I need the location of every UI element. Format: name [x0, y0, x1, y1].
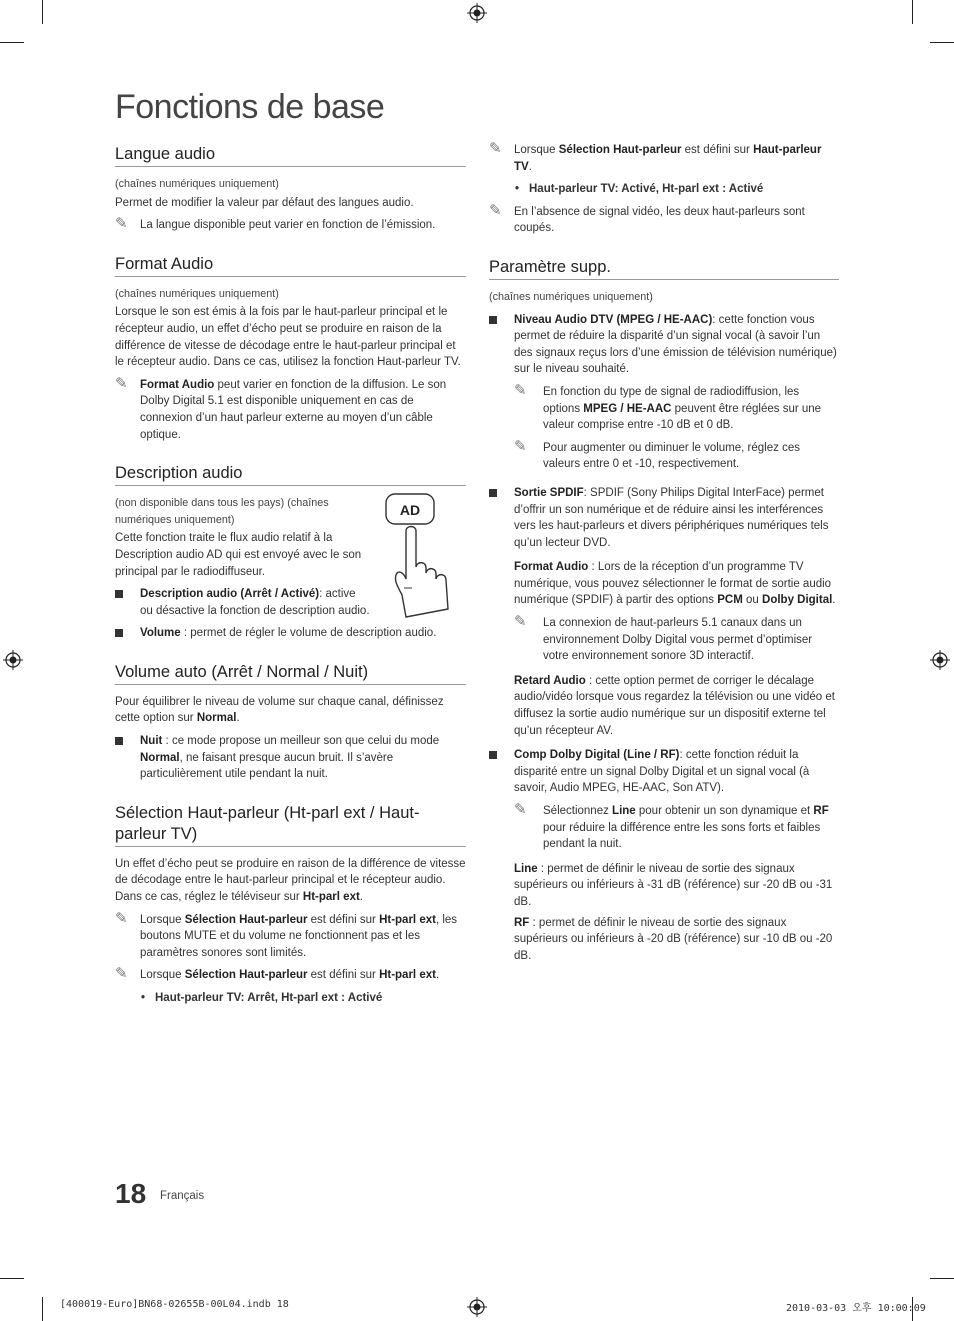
- sub-paragraph: Retard Audio : cette option permet de corriger le décalage audio/vidéo lorsque vous regardez la télévision ou une vidéo et diffusez la sortie audio numérique sur un dispositif externe tel qu’un récepteur AV.: [514, 674, 835, 737]
- ad-button-label: AD: [399, 502, 421, 519]
- note: [115, 374, 466, 443]
- scope-text: (chaînes numériques uniquement): [115, 287, 279, 300]
- scope-text: (chaînes numériques uniquement): [115, 178, 279, 190]
- left-column: [115, 144, 466, 1027]
- bullet-bold: Volume: [140, 627, 181, 640]
- section-langue-audio: [115, 144, 466, 234]
- crop-mark: [912, 0, 913, 24]
- note-text: peut varier en fonction de la diffusion. Le son Dolby Digital 5.1 est disponible uniquement en cas de connexion d’un haut parleur externe au moyen d’un câble optique.: [140, 378, 447, 441]
- scope-text: (chaînes numériques uniquement): [489, 290, 653, 303]
- square-bullet-icon: [489, 316, 497, 324]
- section-format-audio: [115, 254, 466, 443]
- pencil-note-icon: ✎: [489, 140, 502, 157]
- section-description-audio: [115, 463, 466, 642]
- print-slug-file: [400019-Euro]BN68-02655B-00L04.indb 18: [60, 1299, 289, 1310]
- bullet-item: [115, 625, 466, 642]
- section-heading: Format Audio: [115, 254, 466, 277]
- section-volume-auto: [115, 662, 466, 783]
- pencil-note-icon: ✎: [489, 201, 502, 219]
- bullet-bold: Description audio (Arrêt / Activé): [140, 588, 320, 601]
- square-bullet-icon: [115, 737, 123, 745]
- scope-text: (non disponible dans tous les pays) (chaînes numériques uniquement): [115, 497, 329, 526]
- registration-mark-icon: [467, 3, 487, 23]
- square-bullet-icon: [115, 629, 123, 637]
- note: [115, 217, 466, 234]
- body-text: Un effet d’écho peut se produire en raison de la différence de vitesse de décodage entre le haut-parleur principal et le récepteur audio. Dans ce cas, réglez le téléviseur sur Ht-parl ext.: [115, 857, 466, 904]
- body-text: Pour équilibrer le niveau de volume sur chaque canal, définissez cette option sur Normal.: [115, 695, 444, 725]
- square-bullet-icon: [489, 489, 497, 497]
- remote-ad-button-hand-illustration: [384, 491, 466, 621]
- registration-mark-icon: [3, 650, 23, 670]
- sub-paragraph: RF : permet de définir le niveau de sortie des signaux supérieurs ou inférieurs à -20 dB (référence) sur -10 dB ou -20 dB.: [514, 916, 833, 962]
- bullet-item: [115, 586, 370, 619]
- bullet-item: Niveau Audio DTV (MPEG / HE-AAC): cette fonction vous permet de réduire la disparité d’un signal vocal (à savoir l’un des signaux reçus lors d’une émission de télévision numérique) sur le niveau souhaité.: [489, 312, 839, 378]
- bullet-text: : permet de régler le volume de description audio.: [180, 627, 437, 640]
- registration-mark-icon: [467, 1297, 487, 1317]
- pencil-note-icon: ✎: [514, 613, 527, 631]
- square-bullet-icon: [489, 751, 497, 759]
- crop-mark: [0, 1278, 24, 1279]
- pencil-note-icon: ✎: [514, 437, 527, 455]
- bullet-text: : active ou désactive la fonction de description audio.: [140, 588, 370, 617]
- registration-mark-icon: [930, 650, 950, 670]
- right-column: [489, 142, 839, 984]
- dot-bullet-icon: •: [141, 992, 146, 1004]
- note-bold: Format Audio: [140, 378, 215, 391]
- section-selection-haut-parleur: [115, 803, 466, 1007]
- page-title: Fonctions de base: [115, 88, 385, 126]
- section-heading: Sélection Haut-parleur (Ht-parl ext / Haut-parleur TV): [115, 803, 466, 847]
- page-language: Français: [160, 1190, 205, 1202]
- note: ✎ Pour augmenter ou diminuer le volume, réglez ces valeurs entre 0 et -10, respectivement.: [514, 437, 800, 471]
- crop-mark: [0, 42, 24, 43]
- note: ✎ Lorsque Sélection Haut-parleur est défini sur Haut-parleur TV.: [489, 140, 822, 173]
- body-text: Cette fonction traite le flux audio relatif à la Description audio AD qui est envoyé avec le son principal par le radiodiffuseur.: [115, 532, 362, 578]
- ad-block: [115, 495, 466, 619]
- crop-mark: [930, 1278, 954, 1279]
- note: ✎ Lorsque Sélection Haut-parleur est défini sur Ht-parl ext.: [115, 965, 440, 983]
- section-heading: Paramètre supp.: [489, 257, 839, 280]
- sub-paragraph: Format Audio : Lors de la réception d’un programme TV numérique, vous pouvez sélectionner le format de sortie audio numérique (SPDIF) à partir des options PCM ou Dolby Digital.: [514, 561, 836, 607]
- bullet-item: Comp Dolby Digital (Line / RF): cette fonction réduit la disparité entre un signal Dolby Digital et un signal vocal (à savoir, Audio MPEG, HE-AAC, Son ATV).: [489, 747, 839, 797]
- section-heading: Volume auto (Arrêt / Normal / Nuit): [115, 662, 466, 685]
- note: ✎ Sélectionnez Line pour obtenir un son dynamique et RF pour réduire la différence entre les sons forts et faibles pendant la nuit.: [514, 801, 829, 851]
- pencil-note-icon: ✎: [115, 215, 128, 233]
- pencil-note-icon: ✎: [115, 374, 128, 392]
- bullet-item: Sortie SPDIF: SPDIF (Sony Philips Digital InterFace) permet d’offrir un son numérique et de réduire ainsi les interférences vers les haut-parleurs et divers périphériques numériques tels qu’un lecteur DVD.: [489, 485, 839, 551]
- crop-mark: [42, 1297, 43, 1321]
- square-bullet-icon: [115, 590, 123, 598]
- dot-item: • Haut-parleur TV: Activé, Ht-parl ext : Activé: [515, 181, 839, 198]
- section-heading: Description audio: [115, 463, 466, 486]
- body-text: Lorsque le son est émis à la fois par le haut-parleur principal et le récepteur audio, un effet d’écho peut se produire en raison de la différence de vitesse de décodage entre le haut-parleur principal et le récepteur audio. Dans ce cas, utilisez la fonction Haut-parleur TV.: [115, 306, 461, 369]
- body-text: Permet de modifier la valeur par défaut des langues audio.: [115, 196, 414, 209]
- dot-bullet-icon: •: [515, 183, 520, 196]
- crop-mark: [42, 0, 43, 24]
- sub-paragraph: Line : permet de définir le niveau de sortie des signaux supérieurs ou inférieurs à -31 dB (référence) sur -20 dB ou -31 dB.: [514, 862, 833, 908]
- section-parametre-supp: [489, 257, 839, 964]
- page-number: 18: [115, 1178, 147, 1209]
- bullet-item: Nuit : ce mode propose un meilleur son que celui du mode Normal, ne faisant presque aucun bruit. Il s’avère particulièrement utile pendant la nuit.: [115, 733, 466, 783]
- pencil-note-icon: ✎: [514, 381, 527, 399]
- section-speaker-notes: [489, 142, 839, 237]
- pencil-note-icon: ✎: [115, 909, 128, 927]
- section-heading: Langue audio: [115, 144, 466, 167]
- note: ✎ La connexion de haut-parleurs 5.1 canaux dans un environnement Dolby Digital vous permet d’optimiser votre environnement sonore 3D interactif.: [514, 613, 813, 663]
- pencil-note-icon: ✎: [514, 801, 527, 818]
- pencil-note-icon: ✎: [115, 965, 128, 983]
- crop-mark: [930, 42, 954, 43]
- note: ✎ En l’absence de signal vidéo, les deux haut-parleurs sont coupés.: [489, 201, 805, 235]
- note-text: La langue disponible peut varier en fonction de l’émission.: [140, 219, 436, 232]
- note: ✎ En fonction du type de signal de radiodiffusion, les options MPEG / HE-AAC peuvent être réglées sur une valeur comprise entre -10 dB et 0 dB.: [514, 381, 822, 432]
- dot-item: • Haut-parleur TV: Arrêt, Ht-parl ext : Activé: [141, 990, 466, 1007]
- note: ✎ Lorsque Sélection Haut-parleur est défini sur Ht-parl ext, les boutons MUTE et du volume ne fonctionnent pas et les paramètres sonores sont limités.: [115, 909, 458, 959]
- print-slug-date: 2010-03-03 오후 10:00:09: [786, 1303, 926, 1314]
